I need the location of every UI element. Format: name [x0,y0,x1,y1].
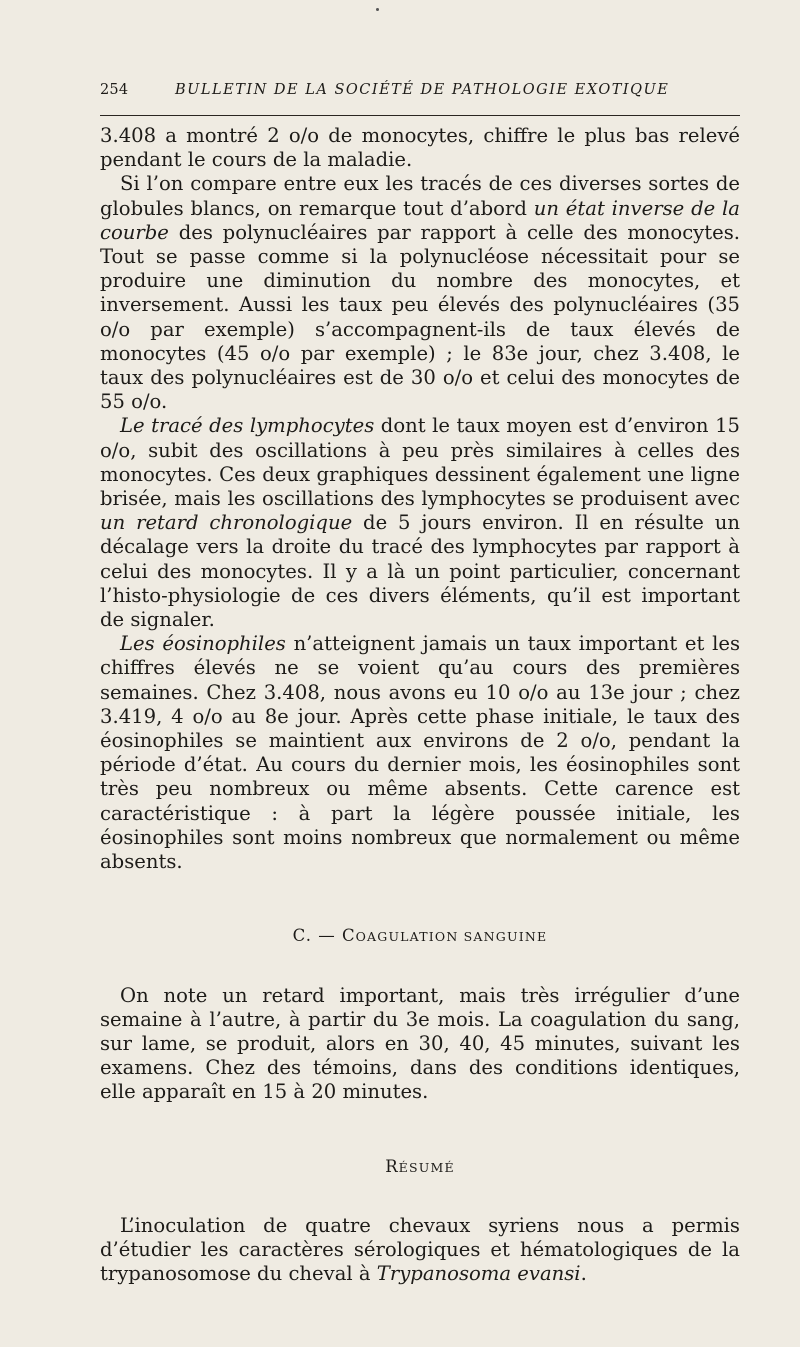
header-rule [100,115,740,116]
text-run: de 5 jours environ. Il en résulte un décalage vers la droite du tracé des lymphocytes par rapport à celui des monocytes. Il y a là un point particulier, concernant l’histo-physiologie de ces divers éléments, qu’il est important de signaler. [100,511,740,632]
resume-paragraph [100,1214,740,1287]
paragraph [100,632,740,874]
page-number: 254 [100,82,129,98]
coagulation-paragraph: On note un retard important, mais très irrégulier d’une semaine à l’autre, à partir du 3e mois. La coagulation du sang, sur lame, se produit, alors en 30, 40, 45 minutes, suivant les examens. Chez des témoins, dans des conditions identiques, elle apparaît en 15 à 20 minutes. [100,983,740,1104]
text-run: . [580,1262,587,1286]
text-run: 3.408 a montré 2 o/o de monocytes, chiffre le plus bas relevé pendant le cours de la maladie. [100,124,740,172]
print-speck [376,8,379,11]
italic-run: Trypanosoma evansi [376,1262,581,1286]
paragraph [100,414,740,632]
section-heading-prefix: C. — C [292,926,356,946]
italic-run: un état inverse de la courbe [100,196,740,244]
text-run: n’atteignent jamais un taux important et les chiffres élevés ne se voient qu’au cours des premières semaines. Chez 3.408, nous avons eu 10 o/o au 13e jour ; chez 3.419, 4 o/o au 8e jour. Après cette phase initiale, le taux des éosinophiles se maintient aux environs de 2 o/o, pendant la période d’état. Au cours du dernier mois, les éosinophiles sont très peu nombreux ou même absents. Cette carence est caractéristique : à part la légère poussée initiale, les éosinophiles sont moins nombreux que normalement ou même absents. [100,632,741,874]
text-run: dont le taux moyen est d’environ 15 o/o, subit des oscillations à peu près similaires à celles des monocytes. Ces deux graphiques dessinent également une ligne brisée, mais les oscillations des lymphocytes se produisent avec [100,414,740,511]
resume-heading-first: R [385,1156,399,1176]
section-heading-resume [100,1155,740,1180]
italic-run: Les éosinophiles [120,632,286,656]
paragraph [100,124,740,172]
italic-run: un retard chronologique [100,511,353,535]
paragraphs [100,124,740,874]
text-run: des polynucléaires par rapport à celle des monocytes. Tout se passe comme si la polynucléose nécessitait pour se produire une diminution du nombre des monocytes, et inversement. Aussi les taux peu élevés des polynucléaires (35 o/o par exemple) s’accompagnent-ils de taux élevés de monocytes (45 o/o par exemple) ; le 83e jour, chez 3.408, le taux des polynucléaires est de 30 o/o et celui des monocytes de 55 o/o. [100,220,740,414]
running-title: BULLETIN DE LA SOCIÉTÉ DE PATHOLOGIE EXOTIQUE [175,82,670,98]
text-run: Si l’on compare entre eux les tracés de ces diverses sortes de globules blancs, on remarque tout d’abord [100,172,740,220]
section-heading-coagulation [100,924,740,949]
resume-heading-small: ÉSUMÉ [398,1159,455,1175]
paragraph [100,172,740,414]
body-text [100,124,740,1286]
text-run: L’inoculation de quatre chevaux syriens nous a permis d’étudier les caractères sérologiques et hématologiques de la trypanosomose du cheval à [100,1213,740,1286]
section-heading-small: OAGULATION SANGUINE [355,929,548,945]
italic-run: Le tracé des lymphocytes [120,414,375,438]
